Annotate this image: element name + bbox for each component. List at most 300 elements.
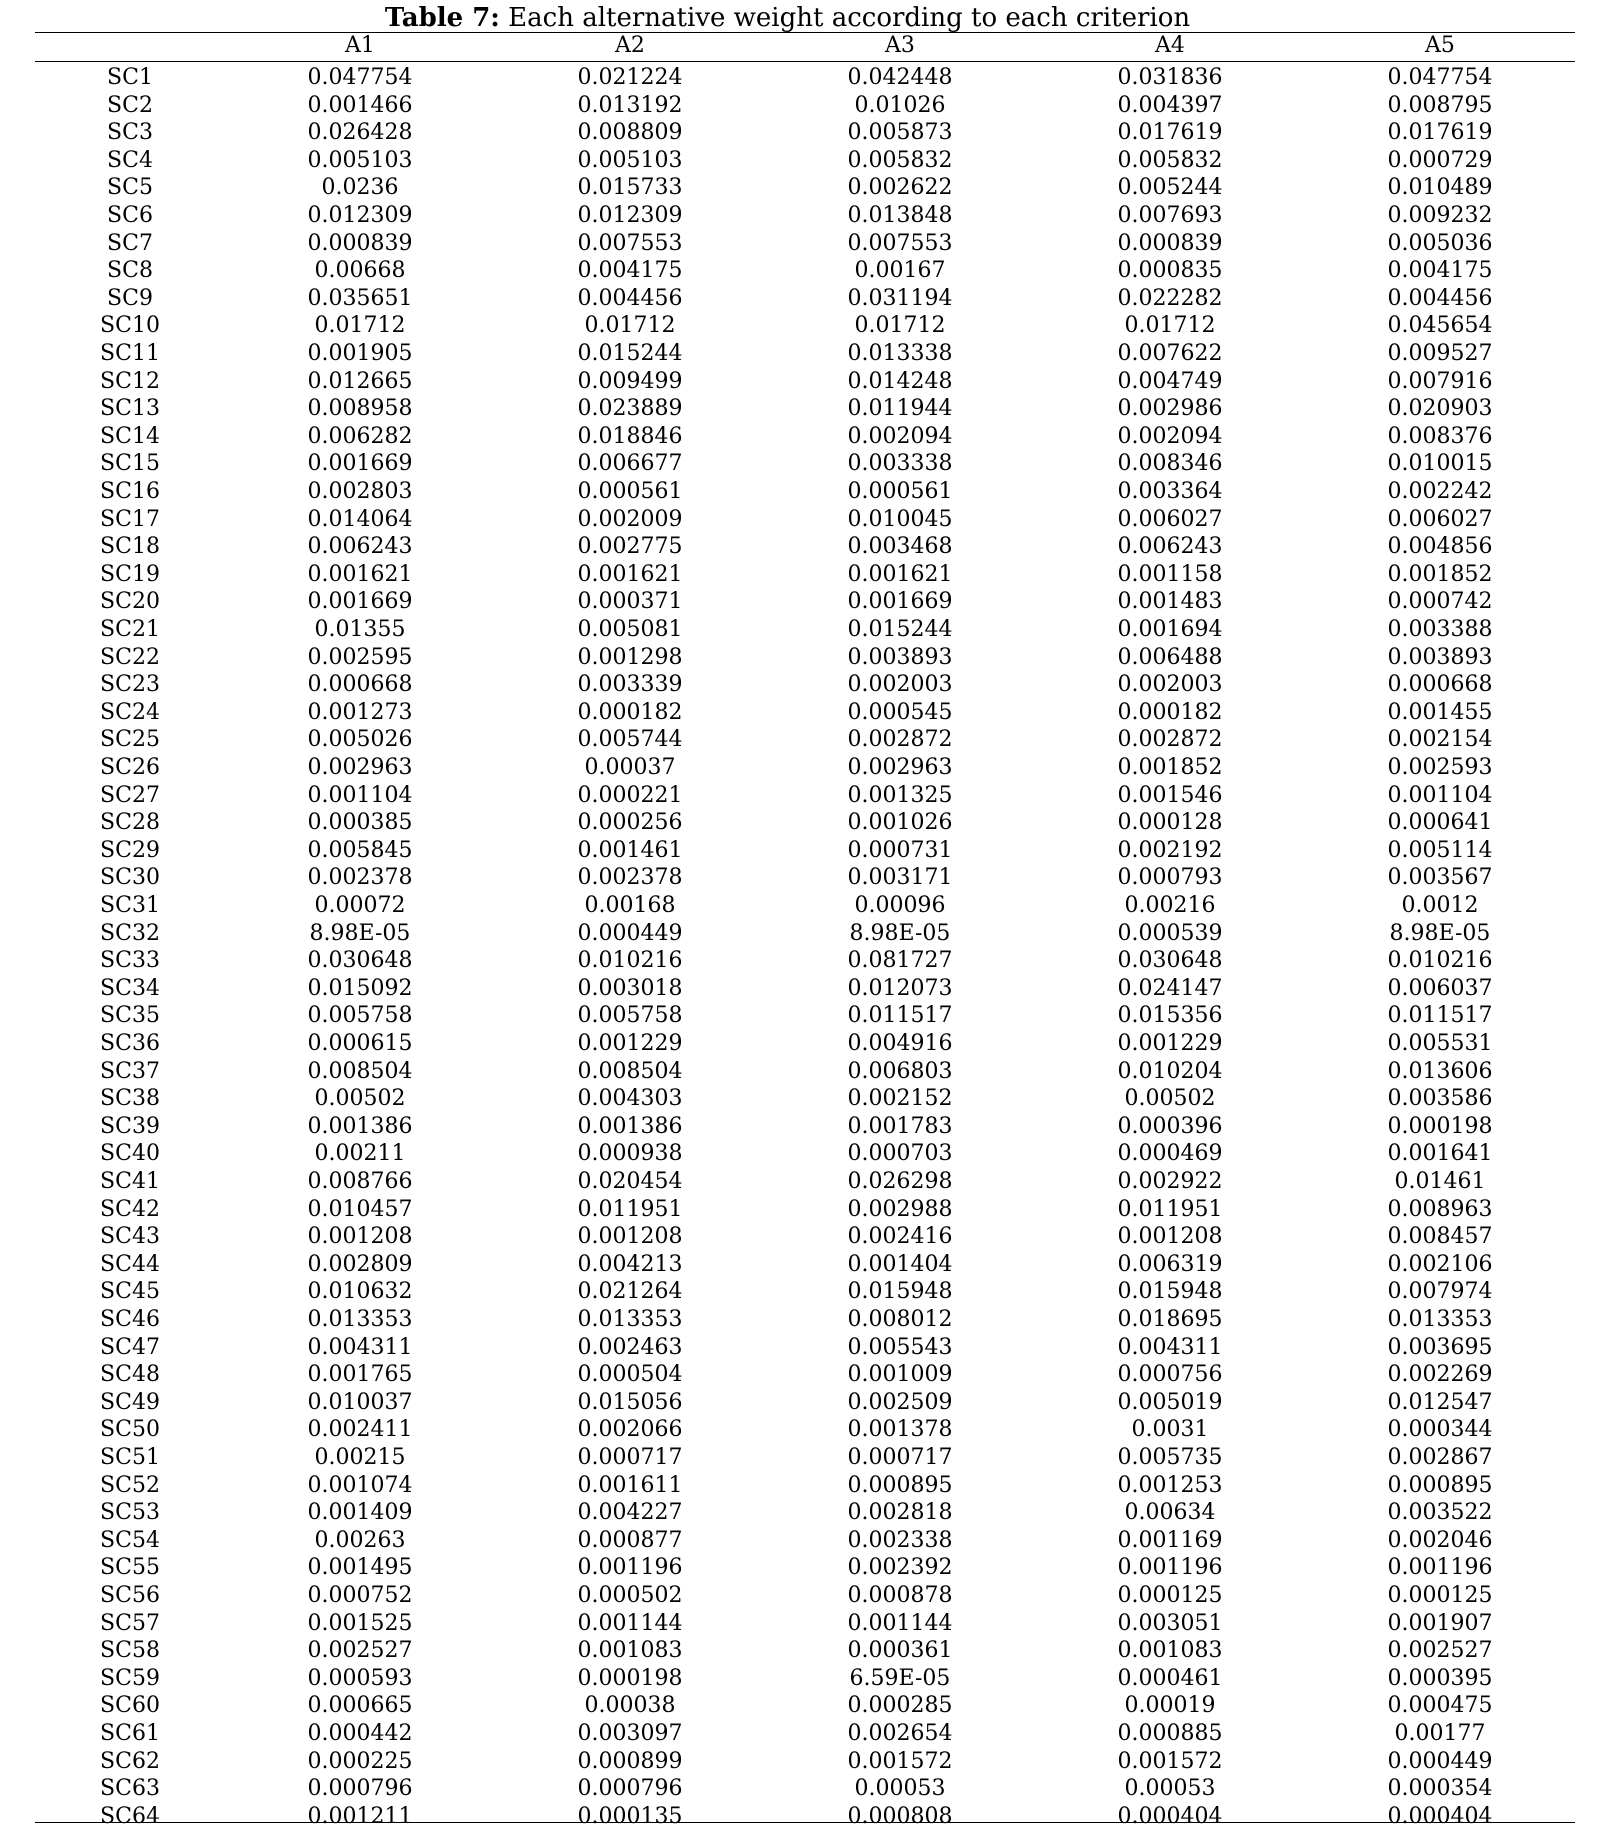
row-label-cell: SC13 [100,396,160,422]
table-cell: 0.003097 [577,1721,683,1746]
table-cell: 0.001253 [1117,1472,1223,1498]
table-row [0,202,1617,230]
table-cell: 0.000385 [307,810,413,836]
table-cell: 0.00019 [1124,1693,1216,1719]
row-label-cell: SC16 [100,479,160,504]
table-cell: 0.00037 [584,755,676,780]
table-cell: 0.005845 [307,837,413,863]
table-cell: 0.000756 [1117,1362,1223,1388]
table-cell: 0.001169 [1117,1527,1223,1553]
table-cell: 0.013353 [577,1307,683,1332]
table-cell: 0.0031 [1131,1417,1209,1443]
table-cell: 0.003338 [847,451,953,477]
table-row [0,368,1617,396]
table-cell: 0.007553 [847,230,953,256]
table-cell: 0.007553 [577,230,683,256]
table-cell: 0.015948 [847,1279,953,1305]
table-cell: 0.011517 [1387,1003,1493,1029]
table-cell: 0.004213 [577,1251,683,1277]
table-cell: 0.004227 [577,1500,683,1526]
row-label-cell: SC27 [100,782,160,808]
table-cell: 0.001783 [847,1113,953,1139]
table-cell: 0.004175 [577,258,683,284]
table-cell: 0.000796 [577,1776,683,1802]
table-cell: 0.000615 [307,1031,413,1056]
table-cell: 0.0236 [321,175,399,201]
table-cell: 0.001404 [847,1251,953,1277]
table-cell: 0.000182 [577,699,683,725]
table-cell: 0.003893 [1387,644,1493,670]
table-cell: 0.000703 [847,1141,953,1167]
header-cell: A3 [885,33,915,58]
table-cell: 0.003893 [847,644,953,670]
table-row [0,809,1617,837]
header-cell: A2 [615,33,645,58]
table-cell: 0.000835 [1117,258,1223,284]
row-label-cell: SC32 [100,920,160,946]
table-row [0,1637,1617,1665]
table-cell: 0.000808 [847,1803,953,1829]
table-cell: 0.002338 [847,1527,953,1553]
table-cell: 0.000285 [847,1693,953,1719]
row-label-cell: SC9 [107,285,153,311]
table-cell: 0.001546 [1117,782,1223,808]
table-row [0,506,1617,534]
table-cell: 0.002192 [1117,837,1223,863]
table-cell: 0.002003 [1117,672,1223,698]
table-cell: 0.005026 [307,727,413,753]
table-row [0,230,1617,258]
row-label-cell: SC52 [100,1472,160,1498]
table-cell: 0.000796 [307,1776,413,1802]
table-cell: 0.008958 [307,396,413,422]
table-cell: 0.081727 [847,948,953,974]
table-cell: 0.000182 [1117,699,1223,725]
table-cell: 0.005036 [1387,230,1493,256]
table-row [0,1223,1617,1251]
table-row [0,1389,1617,1417]
row-label-cell: SC60 [100,1693,160,1719]
table-cell: 0.006027 [1117,506,1223,532]
table-cell: 0.003171 [847,865,953,891]
table-cell: 0.000198 [1387,1113,1493,1139]
table-cell: 0.01026 [854,92,946,118]
table-cell: 0.000135 [577,1803,683,1829]
table-cell: 0.008963 [1387,1196,1493,1222]
table-cell: 0.004856 [1387,534,1493,560]
table-cell: 0.002593 [1387,755,1493,780]
table-cell: 0.030648 [1117,948,1223,974]
table-row [0,588,1617,616]
table-cell: 0.001158 [1117,561,1223,587]
table-row [0,174,1617,202]
table-cell: 0.006037 [1387,975,1493,1001]
table-cell: 0.001196 [577,1555,683,1581]
row-label-cell: SC57 [100,1610,160,1636]
table-cell: 0.002003 [847,672,953,698]
table-cell: 0.008766 [307,1169,413,1194]
table-row [0,1168,1617,1196]
table-cell: 0.002269 [1387,1362,1493,1388]
table-cell: 0.009232 [1387,203,1493,228]
table-cell: 0.000878 [847,1583,953,1608]
table-row [0,1665,1617,1693]
row-label-cell: SC35 [100,1003,160,1029]
table-cell: 0.001386 [307,1113,413,1139]
table-cell: 0.008795 [1387,92,1493,118]
row-label-cell: SC51 [100,1445,160,1470]
table-cell: 0.000742 [1387,589,1493,615]
table-cell: 0.00215 [314,1445,406,1470]
table-cell: 0.000545 [847,699,953,725]
table-cell: 0.004311 [307,1334,413,1360]
row-label-cell: SC25 [100,727,160,753]
header-cell-blank [80,32,180,60]
row-label-cell: SC3 [107,120,153,146]
table-cell: 0.014248 [847,368,953,394]
table-cell: 0.004456 [577,285,683,311]
table-cell: 0.002867 [1387,1445,1493,1470]
table-row [0,64,1617,92]
row-label-cell: SC55 [100,1555,160,1581]
table-cell: 0.008012 [847,1307,953,1332]
table-cell: 0.010632 [307,1279,413,1305]
row-label-cell: SC26 [100,755,160,780]
table-row [0,561,1617,589]
table-cell: 0.045654 [1387,313,1493,339]
row-label-cell: SC63 [100,1776,160,1802]
table-cell: 0.002094 [847,423,953,449]
table-cell: 0.030648 [307,948,413,974]
row-label-cell: SC53 [100,1500,160,1526]
table-cell: 0.005103 [577,147,683,173]
table-row [0,147,1617,175]
table-cell: 0.013338 [847,341,953,366]
table-cell: 0.013848 [847,203,953,228]
table-row [0,340,1617,368]
table-cell: 0.035651 [307,285,413,311]
table-cell: 0.000344 [1387,1417,1493,1443]
table-cell: 0.005114 [1387,837,1493,863]
table-cell: 8.98E-05 [849,920,951,946]
row-label-cell: SC47 [100,1334,160,1360]
table-cell: 0.011951 [1117,1196,1223,1222]
table-cell: 0.01712 [584,313,676,339]
row-label-cell: SC15 [100,451,160,477]
table-cell: 0.001621 [307,561,413,587]
table-cell: 0.003695 [1387,1334,1493,1360]
table-cell: 0.000125 [1387,1583,1493,1608]
table-row [0,671,1617,699]
table-cell: 0.000502 [577,1583,683,1608]
table-cell: 0.000396 [1117,1113,1223,1139]
table-cell: 0.015244 [847,617,953,642]
table-cell: 0.005103 [307,147,413,173]
table-cell: 0.005832 [1117,147,1223,173]
row-label-cell: SC34 [100,975,160,1001]
table-cell: 0.005531 [1387,1031,1493,1056]
table-cell: 0.001196 [1117,1555,1223,1581]
table-cell: 0.002009 [577,506,683,532]
table-cell: 0.006282 [307,423,413,449]
table-cell: 0.010216 [577,948,683,974]
table-cell: 0.001641 [1387,1141,1493,1167]
table-cell: 8.98E-05 [309,920,411,946]
table-cell: 0.002922 [1117,1169,1223,1194]
row-label-cell: SC62 [100,1748,160,1774]
table-row [0,1251,1617,1279]
table-cell: 0.000225 [307,1748,413,1774]
table-cell: 0.005081 [577,617,683,642]
table-cell: 0.001144 [577,1610,683,1636]
table-cell: 0.002527 [1387,1638,1493,1664]
row-label-cell: SC24 [100,699,160,725]
table-cell: 0.000395 [1387,1665,1493,1691]
table-cell: 0.01712 [314,313,406,339]
table-cell: 0.001026 [847,810,953,836]
row-label-cell: SC37 [100,1058,160,1084]
table-cell: 0.003388 [1387,617,1493,642]
table-cell: 0.031194 [847,285,953,311]
table-cell: 0.001669 [847,589,953,615]
table-cell: 0.005832 [847,147,953,173]
table-cell: 0.000371 [577,589,683,615]
table-cell: 0.002963 [847,755,953,780]
table-cell: 0.000899 [577,1748,683,1774]
table-cell: 0.000839 [1117,230,1223,256]
table-cell: 0.002411 [307,1417,413,1443]
table-cell: 0.003364 [1117,479,1223,504]
table-cell: 0.007974 [1387,1279,1493,1305]
table-cell: 0.006803 [847,1058,953,1084]
table-cell: 0.006243 [1117,534,1223,560]
table-cell: 0.000729 [1387,147,1493,173]
table-cell: 0.000504 [577,1362,683,1388]
row-label-cell: SC61 [100,1721,160,1746]
table-cell: 0.002818 [847,1500,953,1526]
table-cell: 0.002152 [847,1086,953,1112]
table-row [0,1002,1617,1030]
table-cell: 0.013353 [307,1307,413,1332]
table-cell: 0.010045 [847,506,953,532]
table-cell: 0.004456 [1387,285,1493,311]
row-label-cell: SC17 [100,506,160,532]
table-cell: 0.003567 [1387,865,1493,891]
row-label-cell: SC20 [100,589,160,615]
table-cell: 0.015244 [577,341,683,366]
table-cell: 0.002066 [577,1417,683,1443]
table-row [0,947,1617,975]
table-cell: 0.001009 [847,1362,953,1388]
table-cell: 0.009527 [1387,341,1493,366]
table-row [0,1306,1617,1334]
table-cell: 0.001074 [307,1472,413,1498]
table-row [0,782,1617,810]
table-cell: 0.002463 [577,1334,683,1360]
table-cell: 0.015092 [307,975,413,1001]
table-cell: 0.002392 [847,1555,953,1581]
table-cell: 0.0012 [1401,893,1479,918]
table-row [0,450,1617,478]
table-row [0,975,1617,1003]
table-cell: 0.020903 [1387,396,1493,422]
row-label-cell: SC11 [100,341,160,366]
table-cell: 0.013192 [577,92,683,118]
table-row [0,1775,1617,1803]
table-cell: 0.015056 [577,1389,683,1415]
table-row [0,1278,1617,1306]
table-cell: 0.001765 [307,1362,413,1388]
table-cell: 0.00168 [584,893,676,918]
row-label-cell: SC39 [100,1113,160,1139]
row-label-cell: SC41 [100,1169,160,1194]
table-cell: 0.001378 [847,1417,953,1443]
table-cell: 0.001621 [847,561,953,587]
table-cell: 0.002378 [307,865,413,891]
table-cell: 0.003586 [1387,1086,1493,1112]
table-cell: 0.002106 [1387,1251,1493,1277]
table-cell: 0.000938 [577,1141,683,1167]
table-cell: 0.015733 [577,175,683,201]
table-cell: 0.011944 [847,396,953,422]
table-cell: 0.01461 [1394,1169,1486,1194]
table-cell: 0.002622 [847,175,953,201]
table-cell: 0.001621 [577,561,683,587]
table-cell: 0.00167 [854,258,946,284]
row-label-cell: SC49 [100,1389,160,1415]
table-cell: 0.002963 [307,755,413,780]
table-cell: 0.001525 [307,1610,413,1636]
table-cell: 0.001907 [1387,1610,1493,1636]
table-row [0,257,1617,285]
table-cell: 0.004303 [577,1086,683,1112]
table-cell: 0.002988 [847,1196,953,1222]
table-row [0,920,1617,948]
table-cell: 0.000752 [307,1583,413,1608]
table-cell: 0.005744 [577,727,683,753]
table-row [0,1416,1617,1444]
table-cell: 0.003522 [1387,1500,1493,1526]
table-cell: 0.012665 [307,368,413,394]
table-row [0,1499,1617,1527]
table-cell: 0.002378 [577,865,683,891]
table-cell: 0.018846 [577,423,683,449]
table-cell: 0.00072 [314,893,406,918]
table-row [0,1527,1617,1555]
table-cell: 0.00216 [1124,893,1216,918]
table-row [0,1058,1617,1086]
table-cell: 0.001083 [1117,1638,1223,1664]
table-cell: 0.000668 [307,672,413,698]
table-cell: 0.001229 [577,1031,683,1056]
table-cell: 0.011951 [577,1196,683,1222]
table-cell: 0.001386 [577,1113,683,1139]
table-cell: 0.007622 [1117,341,1223,366]
table-cell: 0.008346 [1117,451,1223,477]
table-row [0,423,1617,451]
table-cell: 0.000475 [1387,1693,1493,1719]
row-label-cell: SC1 [107,65,153,90]
table-cell: 0.000449 [577,920,683,946]
table-row [0,864,1617,892]
table-cell: 0.000461 [1117,1665,1223,1691]
table-row [0,1444,1617,1472]
row-label-cell: SC36 [100,1031,160,1056]
table-cell: 0.013353 [1387,1307,1493,1332]
row-label-cell: SC59 [100,1665,160,1691]
table-cell: 0.00177 [1394,1721,1486,1746]
row-label-cell: SC23 [100,672,160,698]
table-cell: 0.008376 [1387,423,1493,449]
table-cell: 0.001104 [1387,782,1493,808]
row-label-cell: SC2 [107,92,153,118]
table-cell: 0.012309 [577,203,683,228]
table-cell: 0.008457 [1387,1224,1493,1250]
table-cell: 0.006677 [577,451,683,477]
row-label-cell: SC54 [100,1527,160,1553]
row-label-cell: SC8 [107,258,153,284]
table-cell: 0.002809 [307,1251,413,1277]
header-row [0,32,1617,60]
table-cell: 0.000128 [1117,810,1223,836]
table-cell: 0.003468 [847,534,953,560]
row-label-cell: SC7 [107,230,153,256]
row-label-cell: SC14 [100,423,160,449]
table-cell: 0.005758 [577,1003,683,1029]
table-row [0,1610,1617,1638]
table-cell: 0.000593 [307,1665,413,1691]
table-cell: 0.001466 [307,92,413,118]
table-cell: 0.031836 [1117,65,1223,90]
table-row [0,395,1617,423]
table-cell: 0.000839 [307,230,413,256]
table-row [0,1472,1617,1500]
table-row [0,1582,1617,1610]
table-row [0,1361,1617,1389]
row-label-cell: SC40 [100,1141,160,1167]
table-row [0,1196,1617,1224]
table-caption [0,0,1575,36]
table-cell: 0.000361 [847,1638,953,1664]
table-cell: 0.01355 [314,617,406,642]
table-cell: 0.000539 [1117,920,1223,946]
table-cell: 0.003051 [1117,1610,1223,1636]
table-cell: 0.002046 [1387,1527,1493,1553]
table-cell: 0.001298 [577,644,683,670]
table-cell: 0.000354 [1387,1776,1493,1802]
table-row [0,644,1617,672]
table-cell: 0.000731 [847,837,953,863]
table-cell: 0.005019 [1117,1389,1223,1415]
table-cell: 0.022282 [1117,285,1223,311]
row-label-cell: SC46 [100,1307,160,1332]
table-row [0,119,1617,147]
row-label-cell: SC38 [100,1086,160,1112]
table-cell: 0.002094 [1117,423,1223,449]
table-cell: 0.047754 [1387,65,1493,90]
table-cell: 0.000717 [577,1445,683,1470]
table-cell: 0.002872 [1117,727,1223,753]
row-label-cell: SC58 [100,1638,160,1664]
table-row [0,1140,1617,1168]
table-cell: 0.020454 [577,1169,683,1194]
table-cell: 0.021224 [577,65,683,90]
table-cell: 0.001208 [1117,1224,1223,1250]
table-cell: 0.001211 [307,1803,413,1829]
row-label-cell: SC50 [100,1417,160,1443]
table-cell: 0.047754 [307,65,413,90]
table-cell: 0.010489 [1387,175,1493,201]
